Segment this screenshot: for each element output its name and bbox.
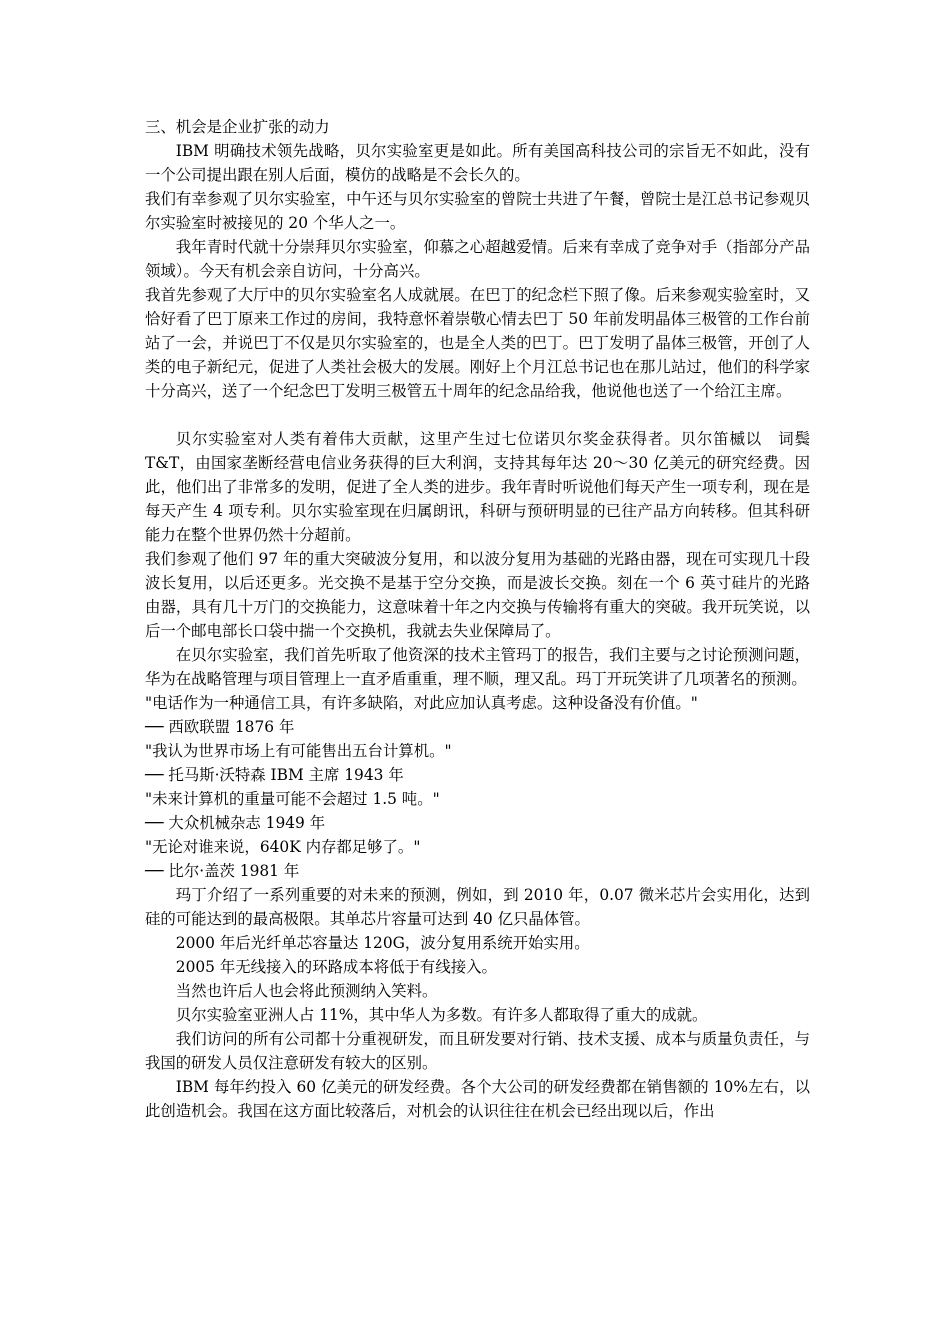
- body-paragraph: 我们有幸参观了贝尔实验室，中午还与贝尔实验室的曾院士共进了午餐，曾院士是江总书记参观贝尔实验室时被接见的 20 个华人之一。: [145, 190, 810, 232]
- document-body: [145, 139, 810, 1123]
- body-paragraph: IBM 明确技术领先战略，贝尔实验室更是如此。所有美国高科技公司的宗旨无不如此，没有一个公司提出跟在别人后面，模仿的战略是不会长久的。: [145, 142, 810, 184]
- body-paragraph: "我认为世界市场上有可能售出五台计算机。": [145, 742, 452, 760]
- body-paragraph: 2005 年无线接入的环路成本将低于有线接入。: [175, 958, 497, 976]
- body-paragraph: 当然也许后人也会将此预测纳入笑料。: [175, 982, 438, 1000]
- body-paragraph: "无论对谁来说，640K 内存都足够了。": [145, 838, 421, 856]
- body-paragraph: 在贝尔实验室，我们首先听取了他资深的技术主管玛丁的报告，我们主要与之讨论预测问题，华为在战略管理与项目管理上一直矛盾重重，理不顺，理又乱。玛丁开玩笑讲了几项著名的预测。: [145, 646, 810, 688]
- body-paragraph: IBM 每年约投入 60 亿美元的研发经费。各个大公司的研发经费都在销售额的 10%左右，以此创造机会。我国在这方面比较落后，对机会的认识往往在机会已经出现以后，作出: [145, 1078, 810, 1120]
- document-page: [145, 115, 810, 1123]
- body-paragraph: ── 西欧联盟 1876 年: [145, 718, 295, 736]
- paragraph-gap: [145, 403, 810, 427]
- body-paragraph: "电话作为一种通信工具，有许多缺陷，对此应加认真考虑。这种设备没有价值。": [145, 694, 698, 712]
- body-paragraph: 2000 年后光纤单芯容量达 120G，波分复用系统开始实用。: [175, 934, 590, 952]
- body-paragraph: 我首先参观了大厅中的贝尔实验室名人成就展。在巴丁的纪念栏下照了像。后来参观实验室时，又恰好看了巴丁原来工作过的房间，我特意怀着崇敬心情去巴丁 50 年前发明晶体三极管的工作台前站了一会，并说巴丁不仅是贝尔实验室的，也是全人类的巴丁。巴丁发明了晶体三极管，开创了人类的电子新纪元，促进了人类社会极大的发展。刚好上个月江总书记也在那儿站过，他们的科学家十分高兴，送了一个纪念巴丁发明三极管五十周年的纪念品给我，他说他也送了一个给江主席。: [145, 286, 810, 400]
- body-paragraph: 玛丁介绍了一系列重要的对未来的预测，例如，到 2010 年，0.07 微米芯片会实用化，达到硅的可能达到的最高极限。其单芯片容量可达到 40 亿只晶体管。: [145, 886, 810, 928]
- body-paragraph: 我们访问的所有公司都十分重视研发，而且研发要对行销、技术支援、成本与质量负责任，与我国的研发人员仅注意研发有较大的区别。: [145, 1030, 810, 1072]
- section-heading: 三、机会是企业扩张的动力: [145, 118, 330, 136]
- body-paragraph: 贝尔实验室亚洲人占 11%，其中华人为多数。有许多人都取得了重大的成就。: [175, 1006, 708, 1024]
- body-paragraph: ── 比尔·盖茨 1981 年: [145, 862, 300, 880]
- body-paragraph: ── 托马斯·沃特森 IBM 主席 1943 年: [145, 766, 404, 784]
- body-paragraph: 我年青时代就十分崇拜贝尔实验室，仰慕之心超越爱情。后来有幸成了竞争对手（指部分产品领域）。今天有机会亲自访问，十分高兴。: [145, 238, 810, 280]
- body-paragraph: 我们参观了他们 97 年的重大突破波分复用，和以波分复用为基础的光路由器，现在可实现几十段波长复用，以后还更多。光交换不是基于空分交换，而是波长交换。刻在一个 6 英寸硅片的光路由器，具有几十万门的交换能力，这意味着十年之内交换与传输将有重大的突破。我开玩笑说，以后一个邮电部长口袋中揣一个交换机，我就去失业保障局了。: [145, 550, 810, 640]
- body-paragraph: "未来计算机的重量可能不会超过 1.5 吨。": [145, 790, 440, 808]
- body-paragraph: ── 大众机械杂志 1949 年: [145, 814, 326, 832]
- body-paragraph: 贝尔实验室对人类有着伟大贡献，这里产生过七位诺贝尔奖金获得者。贝尔笛槭以 词鬓 T&T，由国家垄断经营电信业务获得的巨大利润，支持其每年达 20～30 亿美元的研究经费。因此，他们出了非常多的发明，促进了全人类的进步。我年青时听说他们每天产生一项专利，现在是每天产生 4 项专利。贝尔实验室现在归属朗讯，科研与预研明显的已往产品方向转移。但其科研能力在整个世界仍然十分超前。: [145, 430, 810, 544]
